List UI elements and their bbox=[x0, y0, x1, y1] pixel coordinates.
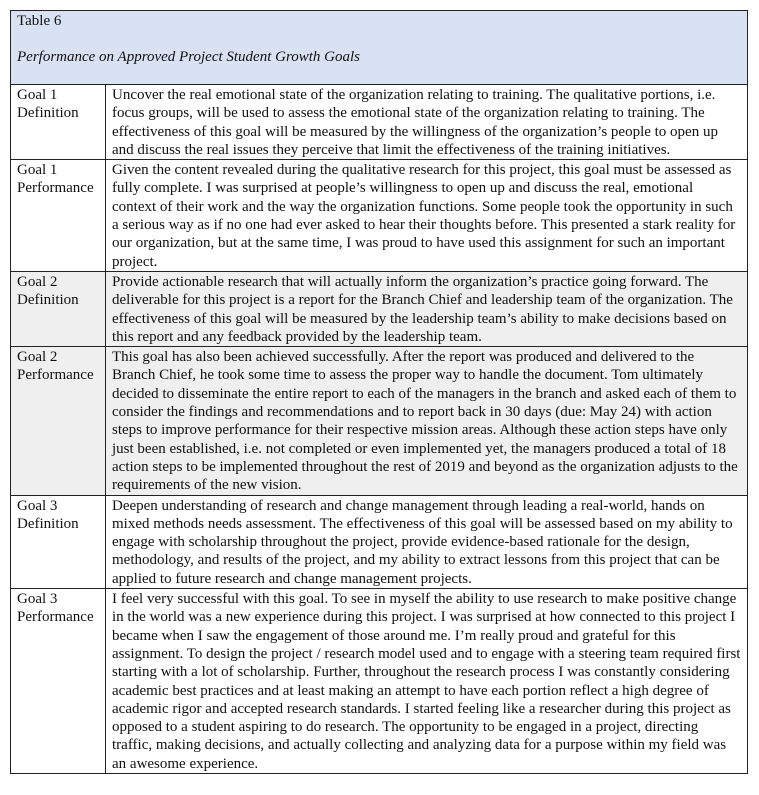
goals-table bbox=[10, 10, 748, 774]
goal-number: Goal 1 bbox=[17, 87, 58, 103]
table-row-goal2-performance bbox=[11, 347, 748, 495]
row-label bbox=[11, 160, 106, 272]
table-number: Table 6 bbox=[17, 13, 62, 29]
row-label bbox=[11, 495, 106, 588]
goal-type: Performance bbox=[17, 609, 94, 626]
row-label bbox=[11, 85, 106, 160]
table-row-goal3-performance bbox=[11, 589, 748, 774]
row-text: Provide actionable research that will actually inform the organization’s practice going forward. The deliverable for this project is a report for the Branch Chief and leadership team of the organization. The effectiveness of this goal will be measured by the leadership team’s ability to make decisions based on this report and any feedback provided by the leadership team. bbox=[106, 271, 748, 346]
goal-type: Definition bbox=[17, 105, 79, 122]
row-label bbox=[11, 347, 106, 495]
table-row-goal2-definition bbox=[11, 271, 748, 346]
goal-number: Goal 1 bbox=[17, 162, 58, 179]
row-text: This goal has also been achieved successfully. After the report was produced and delivered to the Branch Chief, he took some time to assess the proper way to handle the document. Tom ultimately decided to disseminate the entire report to each of the managers in the branch and asked each of them to consider the findings and recommendations and to report back in 30 days (due: May 24) with action steps to improve performance for their respective mission areas. Although these action steps have only just been established, i.e. not completed or even implemented yet, the managers produced a total of 18 action steps to be implemented throughout the rest of 2019 and beyond as the organization adjusts to the requirements of the new vision. bbox=[106, 347, 748, 495]
table-row-goal1-definition bbox=[11, 85, 748, 160]
goal-type: Performance bbox=[17, 180, 94, 197]
row-text: I feel very successful with this goal. To see in myself the ability to use research to make positive change in the world was a new experience during this project. I was surprised at how connected to this project I became when I saw the engagement of those around me. I’m really proud and grateful for this assignment. To design the project / research model used and to engage with a steering team required first starting with a lot of scholarship. Further, throughout the research process I was constantly considering academic best practices and at least making an attempt to have each portion reflect a high degree of academic rigor and accepted research standards. I started feeling like a researcher during this project as opposed to a student aspiring to do research. The opportunity to be engaged in a project, directing traffic, making decisions, and actually collecting and analyzing data for a purpose within my field was an awesome experience. bbox=[106, 589, 748, 774]
goal-type: Performance bbox=[17, 367, 94, 384]
goal-type: Definition bbox=[17, 515, 79, 532]
goal-number: Goal 3 bbox=[17, 591, 58, 608]
table-title: Performance on Approved Project Student Growth Goals bbox=[17, 49, 361, 66]
row-text: Deepen understanding of research and change management through leading a real-world, hands on mixed methods needs assessment. The effectiveness of this goal will be assessed based on my ability to engage with scholarship throughout the project, provide evidence-based rationale for the design, methodology, and results of the project, and my ability to extract lessons from this project that can be applied to future research and change management projects. bbox=[106, 495, 748, 588]
table-row-goal1-performance bbox=[11, 160, 748, 272]
row-text: Uncover the real emotional state of the organization relating to training. The qualitative portions, i.e. focus groups, will be used to assess the emotional state of the organization relating to training. The effectiveness of this goal will be measured by the willingness of the organization’s people to open up and discuss the real issues they perceive that limit the effectiveness of the training initiatives. bbox=[106, 85, 748, 160]
goal-number: Goal 3 bbox=[17, 497, 58, 514]
row-text: Given the content revealed during the qualitative research for this project, this goal must be assessed as fully complete. I was surprised at people’s willingness to open up and discuss the real, emotional context of their work and the way the organization functions. Some people took the opportunity in such a serious way as if no one had ever asked to hear their thoughts before. This presented a stark reality for our organization, but at the same time, I was proud to have used this assignment for such an important project. bbox=[106, 160, 748, 272]
row-label bbox=[11, 589, 106, 774]
row-label bbox=[11, 271, 106, 346]
goal-type: Definition bbox=[17, 292, 79, 309]
goal-number: Goal 2 bbox=[17, 349, 58, 366]
goal-number: Goal 2 bbox=[17, 273, 58, 290]
table-row-goal3-definition bbox=[11, 495, 748, 588]
table-caption-cell bbox=[11, 11, 748, 85]
table-header-row bbox=[11, 11, 748, 85]
